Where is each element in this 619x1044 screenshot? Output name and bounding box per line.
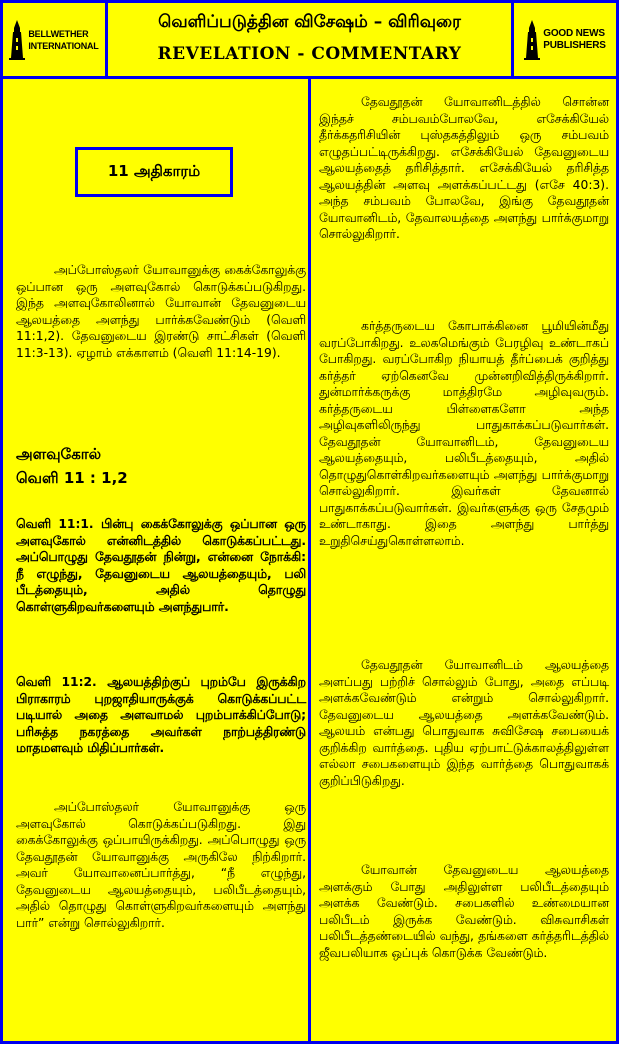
left-logo-line2: INTERNATIONAL <box>28 40 99 51</box>
right-column <box>311 79 616 1041</box>
header-title-box <box>108 3 511 76</box>
right-paragraph-4: யோவான் தேவனுடைய ஆலயத்தை அளக்கும் போது அதிலுள்ள பலிபீடத்தையும் அளக்க வேண்டும். சபைகளில் உண்மையான பலிபீடம் இருக்க வேண்டும். விசுவாசிகள் பலிபீடத்தண்டையில் வந்து, தங்களை கர்த்தரிடத்தில் ஜீவபலியாக ஒப்புக் கொடுக்க வேண்டும். <box>319 863 609 960</box>
right-paragraph-1: தேவதூதன் யோவானிடத்தில் சொன்ன இந்தச் சம்பவம்போலவே, எசேக்கியேல் தீர்க்கதரிசியின் புஸ்தகத்திலும் ஒரு சம்பவம் எழுதப்பட்டிருக்கிறது. எசேக்கியேல் தேவனுடைய ஆலயத்தைத் தரிசித்தார். எசேக்கியேல் தரிசித்த ஆலயத்தின் அளவு அளக்கப்பட்டது (எசே 40:3). அந்த சம்பவம் போலவே, இங்கு தேவதூதன் யோவானிடம், தேவாலயத்தை அளந்து பார்க்குமாறு சொல்லுகிறார். <box>319 95 609 241</box>
right-logo-line2: PUBLISHERS <box>543 39 606 51</box>
title-tamil: வெளிப்படுத்தின விசேஷம் – விரிவுரை <box>158 12 461 32</box>
bellwether-logo <box>3 3 105 76</box>
right-paragraph-3: தேவதூதன் யோவானிடம் ஆலயத்தை அளப்பது பற்றிச் சொல்லும் போது, அதை எப்படி அளக்கவேண்டும் என்றும் சொல்லுகிறார். தேவனுடைய ஆலயத்தை அளக்கவேண்டும். ஆலயம் என்பது பொதுவாக சுவிசேஷ சபையைக் குறிக்கிற வார்த்தை. புதிய ஏற்பாட்டுக்காலத்திலுள்ள எல்லா சபைகளையும் இந்த வார்த்தை பொதுவாகக் குறிப்பிடுகிறது. <box>319 658 609 788</box>
good-news-logo <box>514 3 616 76</box>
title-english: REVELATION - COMMENTARY <box>157 44 462 64</box>
chapter-title: 11 அதிகாரம் <box>75 147 233 197</box>
commentary-paragraph: அப்போஸ்தலர் யோவானுக்கு ஒரு அளவுகோல் கொடுக்கப்படுகிறது. இது கைக்கோலுக்கு ஒப்பாயிருக்கிறது. அப்பொழுது ஒரு தேவதூதன் யோவானுக்கு அருகிலே நிற்கிறார். அவர் யோவானைப்பார்த்து, “நீ எழுந்து, தேவனுடைய ஆலயத்தையும், பலிபீடத்தையும், அதில் தொழுது கொள்ளுகிறவர்களையும் அளந்து பார்” என்று சொல்லுகிறார். <box>16 800 306 930</box>
tower-icon <box>524 20 540 60</box>
verse-11-2: வெளி 11:2. ஆலயத்திற்குப் புறம்பே இருக்கிற பிராகாரம் புறஜாதியாருக்குக் கொடுக்கப்பட்ட படியால் அதை அளவாமல் புறம்பாக்கிப்போடு; பரிசுத்த நகரத்தை அவர்கள் நாற்பத்திரண்டு மாதமளவும் மிதிப்பார்கள். <box>16 675 306 755</box>
right-paragraph-2: கர்த்தருடைய கோபாக்கினை பூமியின்மீது வரப்போகிறது. உலகமெங்கும் பேரழிவு உண்டாகப் போகிறது. வரப்போகிற நியாயத் தீர்ப்பைக் குறித்து கர்த்தர் ஏற்கெனவே முன்னறிவித்திருக்கிறார். துன்மார்க்கருக்கு மாத்திரமே அழிவுவரும். கர்த்தருடைய பிள்ளைகளோ அந்த அழிவுகளிலிருந்து பாதுகாக்கப்படுவார்கள். தேவதூதன் யோவானிடம், தேவனுடைய ஆலயத்தையும், பலிபீடத்தையும், அதில் தொழுதுகொள்கிறவர்களையும் அளந்து பார்க்குமாறு சொல்லுகிறார். இவர்கள் தேவனால் பாதுகாக்கப்படுவார்கள். இவர்களுக்கு ஒரு சேதமும் உண்டாகாது. இதை அளந்து பார்த்து உறுதிசெய்துகொள்ளலாம். <box>319 319 609 548</box>
intro-paragraph: அப்போஸ்தலர் யோவானுக்கு கைக்கோலுக்கு ஒப்பான ஒரு அளவுகோல் கொடுக்கப்படுகிறது. இந்த அளவுகோலினால் யோவான் தேவனுடைய ஆலயத்தை அளந்து பார்க்கவேண்டும் (வெளி 11:1,2). தேவனுடைய இரண்டு சாட்சிகள் (வெளி 11:3-13). ஏழாம் எக்காளம் (வெளி 11:14-19). <box>16 263 306 360</box>
section-title: அளவுகோல் <box>16 445 102 463</box>
left-column <box>3 79 308 1041</box>
verse-11-1: வெளி 11:1. பின்பு கைக்கோலுக்கு ஒப்பான ஒரு அளவுகோல் என்னிடத்தில் கொடுக்கப்பட்டது. அப்பொழுது தேவதூதன் நின்று, என்னை நோக்கி: நீ எழுந்து, தேவனுடைய ஆலயத்தையும், பலி பீடத்தையும், அதில் தொழுது கொள்ளுகிறவர்களையும் அளந்துபார். <box>16 517 306 614</box>
right-logo-line1: GOOD NEWS <box>543 27 605 39</box>
tower-icon <box>9 20 25 60</box>
left-logo-line1: BELLWETHER <box>28 28 89 39</box>
section-reference: வெளி 11 : 1,2 <box>16 469 128 487</box>
